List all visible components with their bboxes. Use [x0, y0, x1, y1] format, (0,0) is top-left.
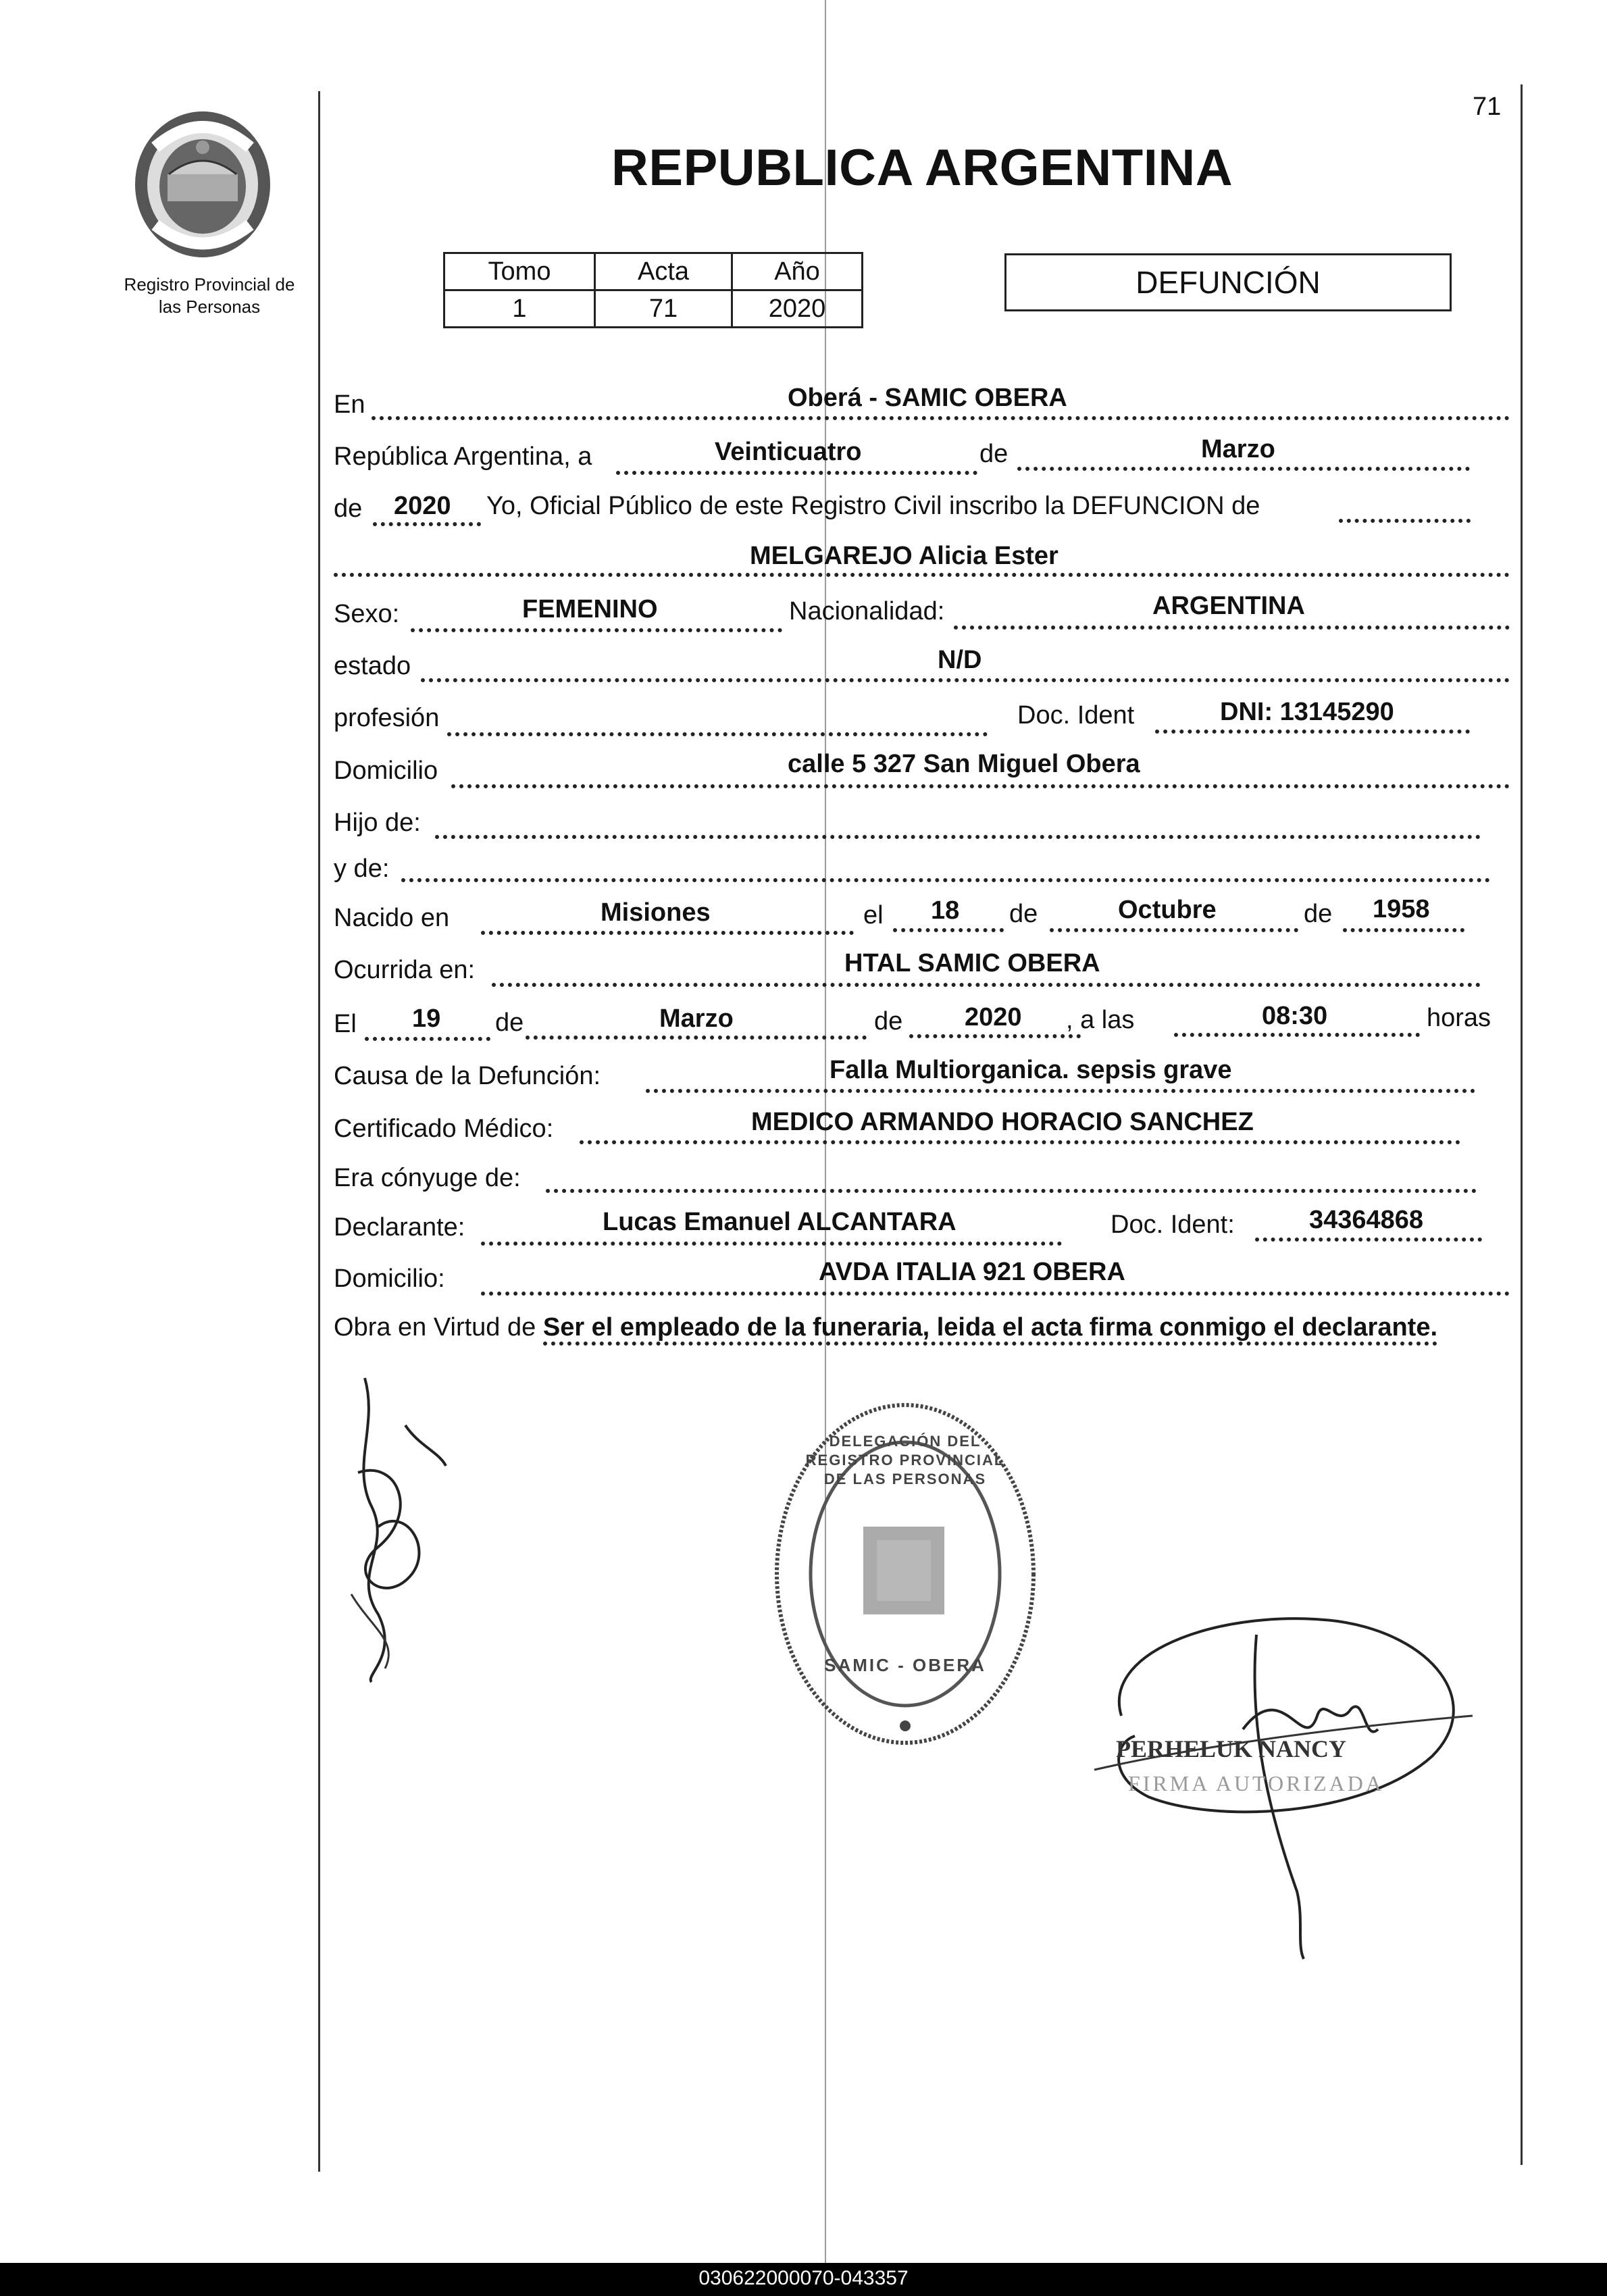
label-de-2: de [334, 494, 363, 523]
label-de-6: de [874, 1007, 903, 1036]
dots-death-year [909, 1034, 1081, 1038]
value-month: Marzo [1201, 435, 1275, 463]
label-horas: horas [1427, 1004, 1491, 1032]
header-tomo: Tomo [444, 253, 595, 290]
provincial-seal-logo [128, 107, 277, 262]
value-year: 2020 [394, 492, 451, 520]
label-a-las: , a las [1066, 1006, 1135, 1034]
value-place: Oberá - SAMIC OBERA [788, 384, 1067, 412]
value-acta: 71 [595, 290, 732, 328]
seal-caption-line-2: las Personas [158, 297, 261, 317]
reference-table-value-row [444, 290, 863, 328]
label-doc-ident-2: Doc. Ident: [1111, 1210, 1235, 1239]
label-de-3: de [1009, 900, 1038, 928]
value-birth-year: 1958 [1373, 895, 1430, 923]
value-death-year: 2020 [965, 1003, 1022, 1031]
official-stamp-role: FIRMA AUTORIZADA [1128, 1771, 1384, 1795]
dots-hijo-de [435, 835, 1481, 839]
value-dni: DNI: 13145290 [1220, 698, 1394, 726]
left-margin-line [318, 91, 320, 2172]
dots-death-day [365, 1037, 490, 1041]
value-declarante: Lucas Emanuel ALCANTARA [603, 1208, 956, 1236]
label-de-4: de [1304, 900, 1333, 928]
dots-year [373, 522, 481, 526]
value-hora: 08:30 [1262, 1002, 1328, 1030]
header-anio: Año [732, 253, 863, 290]
dots-deceased [334, 573, 1510, 577]
label-estado: estado [334, 652, 411, 680]
dots-causa [646, 1089, 1475, 1093]
value-estado: N/D [938, 646, 982, 674]
dots-death-month [526, 1036, 867, 1040]
value-day-word: Veinticuatro [715, 438, 862, 466]
dots-sexo [411, 628, 782, 632]
label-nacionalidad: Nacionalidad: [789, 597, 945, 626]
dots-domicilio [451, 784, 1510, 788]
value-domicilio: calle 5 327 San Miguel Obera [788, 750, 1140, 778]
dots-birth-day [893, 928, 1004, 932]
dots-dni [1155, 730, 1470, 734]
dots-estado [421, 678, 1510, 682]
label-en: En [334, 390, 365, 419]
value-death-day: 19 [412, 1004, 441, 1033]
value-birth-month: Octubre [1118, 896, 1217, 924]
right-margin-line [1521, 84, 1523, 2165]
barcode-text: 030622000070-043357 [698, 2267, 909, 2289]
label-certificado: Certificado Médico: [334, 1115, 554, 1143]
label-y-de: y de: [334, 854, 390, 883]
dots-domicilio-2 [481, 1292, 1510, 1296]
value-tomo: 1 [444, 290, 595, 328]
dots-nacido-lugar [481, 931, 854, 935]
label-sexo: Sexo: [334, 600, 400, 628]
label-domicilio-2: Domicilio: [334, 1265, 445, 1293]
dots-hora [1174, 1033, 1420, 1037]
value-obra: Ser el empleado de la funeraria, leida el acta firma conmigo el declarante. [543, 1313, 1437, 1346]
label-domicilio: Domicilio [334, 757, 438, 785]
value-ocurrida: HTAL SAMIC OBERA [844, 949, 1100, 977]
seal-caption [88, 274, 331, 318]
value-certificado: MEDICO ARMANDO HORACIO SANCHEZ [751, 1108, 1254, 1136]
page-number: 71 [1473, 93, 1502, 121]
document-type-box: DEFUNCIÓN [1004, 253, 1452, 311]
dots-profesion [447, 732, 988, 736]
oval-stamp-inner: SAMIC - OBERA [824, 1655, 986, 1675]
official-stamp-name: PERHELUK NANCY [1116, 1735, 1347, 1762]
label-el: el [863, 901, 884, 929]
value-declarante-doc: 34364868 [1309, 1206, 1424, 1234]
footer-barcode-bar [0, 2263, 1607, 2296]
value-anio: 2020 [732, 290, 863, 328]
label-hijo-de: Hijo de: [334, 809, 421, 837]
value-nacionalidad: ARGENTINA [1152, 592, 1305, 620]
dots-day-word [616, 471, 977, 475]
seal-caption-line-1: Registro Provincial de [124, 274, 295, 295]
dots-nacionalidad [954, 626, 1510, 630]
value-causa: Falla Multiorganica. sepsis grave [830, 1056, 1232, 1084]
label-nacido-en: Nacido en [334, 904, 450, 932]
dots-birth-year [1343, 928, 1464, 932]
label-republica: República Argentina, a [334, 442, 592, 471]
value-deceased-name: MELGAREJO Alicia Ester [750, 542, 1058, 570]
label-doc-ident: Doc. Ident [1017, 701, 1135, 730]
oval-stamp-text: DELEGACIÓN DEL REGISTRO PROVINCIAL DE LAS PERSONAS [805, 1433, 1005, 1487]
obra-en-virtud-paragraph [334, 1308, 1509, 1346]
label-de-5: de [495, 1009, 524, 1037]
dots-ocurrida [492, 983, 1481, 987]
reference-table [443, 252, 863, 328]
label-ocurrida-en: Ocurrida en: [334, 956, 476, 984]
value-nacido-lugar: Misiones [601, 898, 711, 927]
dots-certificado [580, 1140, 1460, 1144]
value-sexo: FEMENINO [522, 595, 658, 623]
value-domicilio-2: AVDA ITALIA 921 OBERA [819, 1258, 1125, 1286]
label-yo-oficial: Yo, Oficial Público de este Registro Civil inscribo la DEFUNCION de [486, 492, 1260, 520]
page-title: REPUBLICA ARGENTINA [611, 139, 1233, 197]
dots-birth-month [1050, 928, 1298, 932]
declarant-signature [338, 1371, 459, 1689]
reference-table-header-row [444, 253, 863, 290]
label-El: El [334, 1010, 357, 1038]
dots-conyuge [546, 1189, 1477, 1193]
value-death-month: Marzo [659, 1004, 734, 1033]
value-birth-day: 18 [931, 896, 960, 925]
label-declarante: Declarante: [334, 1213, 465, 1242]
dots-declarante [481, 1242, 1062, 1246]
label-conyuge: Era cónyuge de: [334, 1164, 521, 1192]
dots-month [1017, 467, 1470, 471]
dots-yo-tail [1339, 519, 1471, 523]
dots-declarante-doc [1255, 1238, 1482, 1242]
label-de-1: de [979, 440, 1009, 468]
header-acta: Acta [595, 253, 732, 290]
label-profesion: profesión [334, 704, 440, 732]
dots-y-de [401, 878, 1490, 882]
label-obra: Obra en Virtud de [334, 1313, 536, 1342]
label-causa: Causa de la Defunción: [334, 1062, 601, 1090]
dots-place [372, 416, 1510, 420]
